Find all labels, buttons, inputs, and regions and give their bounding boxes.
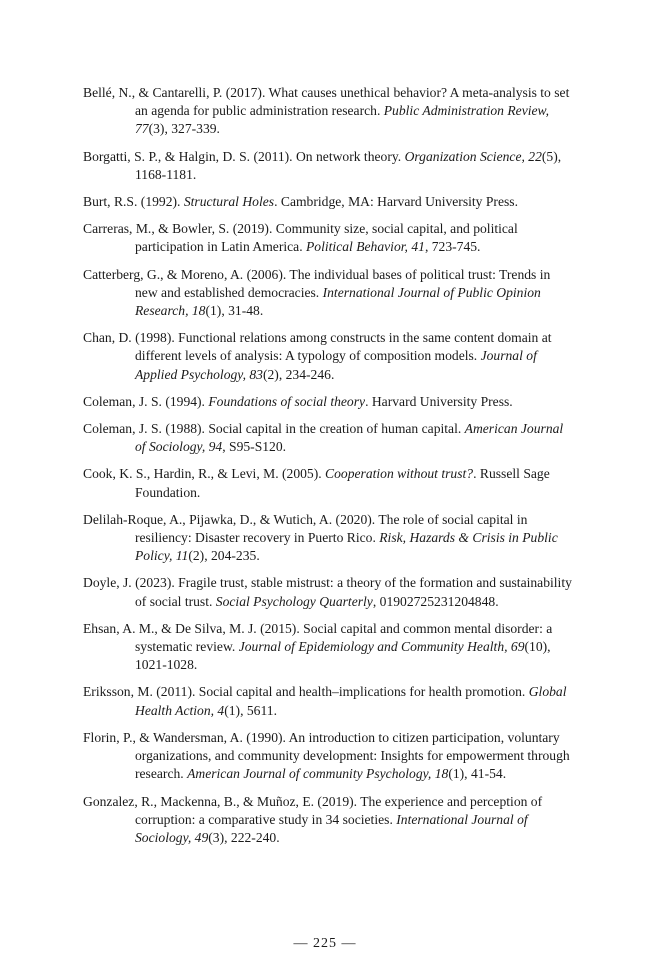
reference-source-italic: Journal of Applied Psychology, 83	[135, 348, 537, 382]
reference-entry	[83, 148, 573, 184]
reference-entry	[83, 574, 573, 610]
reference-source-italic: Risk, Hazards & Crisis in Public Policy, 11	[135, 530, 558, 564]
reference-text: Carreras, M., & Bowler, S. (2019). Community size, social capital, and political participation in Latin America.	[83, 221, 518, 255]
reference-entry	[83, 793, 573, 848]
reference-text: Doyle, J. (2023). Fragile trust, stable mistrust: a theory of the formation and sustainability of social trust.	[83, 575, 572, 609]
reference-source-italic: Foundations of social theory	[208, 393, 366, 409]
reference-entry	[83, 193, 573, 211]
reference-text: , 01902725231204848.	[372, 593, 499, 609]
reference-list	[83, 84, 573, 856]
reference-text: (5), 1168-1181.	[135, 148, 562, 182]
reference-source-italic: Structural Holes	[183, 194, 275, 210]
reference-entry	[83, 465, 573, 501]
reference-source-italic: Global Health Action, 4	[135, 684, 567, 718]
reference-source-italic: International Journal of Public Opinion Research, 18	[135, 284, 541, 319]
reference-source-italic: Organization Science, 22	[404, 148, 542, 164]
reference-text: (3), 327-339.	[148, 121, 220, 137]
reference-entry	[83, 393, 573, 411]
reference-entry	[83, 683, 573, 719]
reference-text: (2), 234-246.	[262, 366, 335, 382]
reference-text: (1), 41-54.	[448, 766, 507, 782]
reference-entry	[83, 620, 573, 675]
page-number: — 225 —	[293, 936, 357, 951]
reference-text: , 723-745.	[424, 239, 481, 255]
reference-text: Catterberg, G., & Moreno, A. (2006). The individual bases of political trust: Trends in new and established democracies.	[83, 266, 551, 300]
reference-text: Coleman, J. S. (1994).	[83, 393, 209, 409]
reference-text: Bellé, N., & Cantarelli, P. (2017). What causes unethical behavior? A meta-analysis to set an agenda for public administration research.	[83, 85, 570, 119]
reference-text: Eriksson, M. (2011). Social capital and health–implications for health promotion.	[83, 684, 529, 700]
reference-entry	[83, 511, 573, 566]
reference-text: (1), 31-48.	[205, 303, 264, 319]
reference-text: Delilah-Roque, A., Pijawka, D., & Wutich, A. (2020). The role of social capital in resiliency: Disaster recovery in Puerto Rico.	[83, 511, 528, 546]
reference-text: (1), 5611.	[224, 702, 277, 718]
reference-source-italic: Political Behavior, 41	[306, 239, 425, 255]
reference-text: Burt, R.S. (1992).	[83, 194, 184, 210]
reference-entry	[83, 420, 573, 456]
reference-entry	[83, 266, 573, 321]
reference-text: . Harvard University Press.	[365, 393, 513, 409]
reference-text: . Cambridge, MA: Harvard University Press.	[274, 194, 518, 210]
reference-entry	[83, 329, 573, 384]
reference-source-italic: American Journal of community Psychology, 18	[187, 766, 449, 782]
reference-text: (3), 222-240.	[208, 829, 280, 845]
reference-text: . Russell Sage Foundation.	[135, 466, 550, 500]
reference-text: Gonzalez, R., Mackenna, B., & Muñoz, E. (2019). The experience and perception of corruption: a comparative study in 34 societies.	[83, 793, 543, 827]
reference-source-italic: Social Psychology Quarterly	[215, 593, 373, 609]
reference-text: Ehsan, A. M., & De Silva, M. J. (2015). Social capital and common mental disorder: a systematic review.	[83, 620, 553, 655]
reference-text: (2), 204-235.	[188, 548, 260, 564]
reference-source-italic: Cooperation without trust?	[325, 466, 474, 482]
reference-text: (10), 1021-1028.	[135, 639, 551, 673]
reference-entry	[83, 220, 573, 256]
reference-source-italic: International Journal of Sociology, 49	[135, 811, 528, 845]
reference-entry	[83, 729, 573, 784]
reference-source-italic: American Journal of Sociology, 94	[135, 421, 564, 455]
reference-text: , S95-S120.	[222, 439, 287, 455]
reference-entry	[83, 84, 573, 139]
reference-text: Borgatti, S. P., & Halgin, D. S. (2011). On network theory.	[83, 148, 405, 164]
reference-text: Cook, K. S., Hardin, R., & Levi, M. (2005).	[83, 466, 326, 482]
reference-text: Coleman, J. S. (1988). Social capital in the creation of human capital.	[83, 421, 465, 437]
reference-source-italic: Public Administration Review, 77	[135, 103, 549, 137]
reference-text: Florin, P., & Wandersman, A. (1990). An introduction to citizen participation, voluntary organizations, and community development: Insights for empowerment through research.	[83, 729, 570, 782]
reference-source-italic: Journal of Epidemiology and Community Health, 69	[238, 639, 525, 655]
reference-text: Chan, D. (1998). Functional relations among constructs in the same content domain at different levels of analysis: A typology of composition models.	[83, 330, 552, 364]
